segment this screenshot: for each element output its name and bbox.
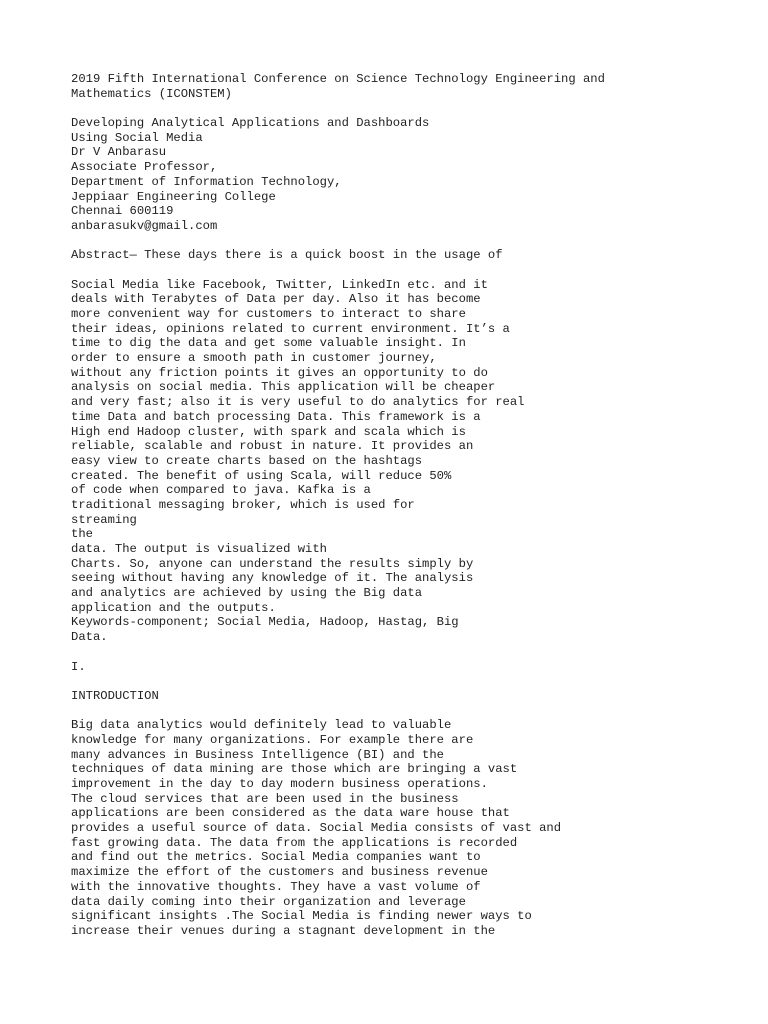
introduction-line: significant insights .The Social Media is finding newer ways to — [71, 909, 532, 924]
section-number: I. — [71, 659, 86, 674]
spacer — [71, 101, 751, 116]
abstract-line: streaming — [71, 512, 137, 527]
conference-header — [71, 72, 751, 101]
abstract-line: deals with Terabytes of Data per day. Also it has become — [71, 292, 481, 307]
spacer — [71, 674, 751, 689]
introduction-line: The cloud services that are been used in the business — [71, 791, 459, 806]
introduction-line: fast growing data. The data from the applications is recorded — [71, 835, 518, 850]
conference-line: Mathematics (ICONSTEM) — [71, 86, 232, 101]
abstract-line: and very fast; also it is very useful to do analytics for real — [71, 395, 525, 410]
title-line: Developing Analytical Applications and Dashboards — [71, 116, 430, 131]
author-department: Department of Information Technology, — [71, 174, 342, 189]
abstract-line: their ideas, opinions related to current environment. It’s a — [71, 321, 510, 336]
abstract-line: and analytics are achieved by using the Big data — [71, 586, 423, 601]
author-college: Jeppiaar Engineering College — [71, 189, 276, 204]
abstract-line: more convenient way for customers to interact to share — [71, 307, 466, 321]
spacer — [71, 645, 751, 660]
abstract-line: traditional messaging broker, which is used for — [71, 497, 415, 512]
abstract-line: Social Media like Facebook, Twitter, LinkedIn etc. and it — [71, 277, 488, 292]
abstract-line: analysis on social media. This application will be cheaper — [71, 380, 496, 395]
abstract-line: Charts. So, anyone can understand the results simply by — [71, 556, 474, 571]
introduction-line: applications are been considered as the data ware house that — [71, 806, 510, 821]
introduction-line: maximize the effort of the customers and business revenue — [71, 865, 488, 880]
spacer — [71, 234, 751, 249]
spacer — [71, 704, 751, 719]
introduction-line: with the innovative thoughts. They have a vast volume of — [71, 879, 481, 894]
abstract-line: Data. — [71, 630, 108, 645]
abstract-line: Keywords-component; Social Media, Hadoop, Hastag, Big — [71, 615, 459, 630]
introduction-line: knowledge for many organizations. For example there are — [71, 732, 474, 747]
author-block — [71, 145, 751, 233]
abstract-body — [71, 278, 751, 645]
introduction-line: many advances in Business Intelligence (BI) and the — [71, 747, 444, 762]
abstract-line: the — [71, 527, 93, 542]
introduction-line: data daily coming into their organization and leverage — [71, 894, 466, 909]
introduction-line: provides a useful source of data. Social Media consists of vast and — [71, 821, 562, 836]
abstract-line: time Data and batch processing Data. This framework is a — [71, 409, 481, 424]
abstract-line: High end Hadoop cluster, with spark and scala which is — [71, 424, 466, 439]
abstract-line: time to dig the data and get some valuable insight. In — [71, 336, 466, 351]
author-email: anbarasukv@gmail.com — [71, 218, 218, 233]
spacer — [71, 263, 751, 278]
abstract-line: application and the outputs. — [71, 600, 276, 615]
abstract-line: data. The output is visualized with — [71, 542, 327, 556]
author-name: Dr V Anbarasu — [71, 145, 167, 160]
abstract-line: created. The benefit of using Scala, will reduce 50% — [71, 468, 452, 483]
document-page — [71, 72, 751, 939]
introduction-line: techniques of data mining are those which are bringing a vast — [71, 762, 518, 777]
abstract-line: reliable, scalable and robust in nature. It provides an — [71, 439, 474, 454]
abstract-line: of code when compared to java. Kafka is a — [71, 483, 371, 498]
introduction-line: improvement in the day to day modern business operations. — [71, 777, 488, 791]
author-position: Associate Professor, — [71, 160, 218, 175]
conference-line: 2019 Fifth International Conference on Science Technology Engineering and — [71, 72, 605, 86]
title-line: Using Social Media — [71, 130, 203, 145]
author-city: Chennai 600119 — [71, 204, 174, 219]
abstract-line: seeing without having any knowledge of it. The analysis — [71, 571, 474, 586]
introduction-line: and find out the metrics. Social Media companies want to — [71, 850, 481, 865]
abstract-line: without any friction points it gives an opportunity to do — [71, 365, 488, 380]
abstract-line: order to ensure a smooth path in customer journey, — [71, 351, 437, 366]
introduction-body — [71, 718, 751, 938]
introduction-line: Big data analytics would definitely lead to valuable — [71, 718, 452, 733]
section-heading: INTRODUCTION — [71, 688, 159, 703]
abstract-line: easy view to create charts based on the hashtags — [71, 453, 423, 468]
introduction-line: increase their venues during a stagnant development in the — [71, 923, 496, 938]
paper-title — [71, 116, 751, 145]
abstract-intro: Abstract— These days there is a quick boost in the usage of — [71, 248, 503, 263]
